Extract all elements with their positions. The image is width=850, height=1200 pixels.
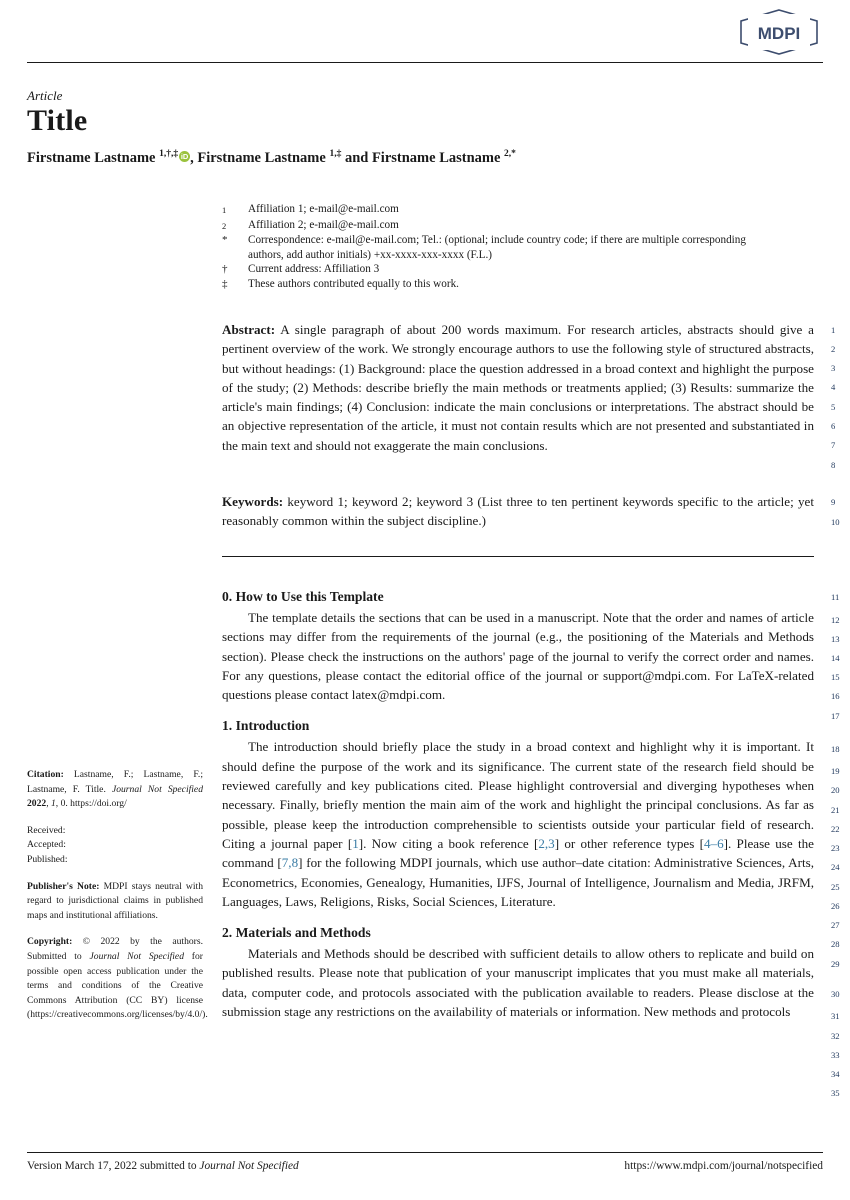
line-number: 33 (831, 1050, 840, 1060)
line-number: 16 (831, 691, 840, 701)
line-number: 15 (831, 672, 840, 682)
author-name: Firstname Lastname (197, 150, 326, 166)
line-number: 32 (831, 1031, 840, 1041)
affiliation-mark: * (222, 234, 228, 246)
citation-doi[interactable]: , 0. https://doi.org/ (55, 798, 127, 810)
copyright-text-2: for possible open access publication under the terms and conditions of the Creative Commons Attribution (CC BY) license (https://creativecommons.org/licenses/by/4.0/). (27, 950, 208, 1021)
line-number: 14 (831, 653, 840, 663)
affiliation-mark: ‡ (222, 277, 228, 290)
line-number: 19 (831, 766, 840, 776)
intro-text-part-3: ] or other reference types [ (554, 835, 704, 851)
section-heading-how-to-use: 0. How to Use this Template (222, 589, 384, 604)
affiliation-text: Current address: Affiliation 3 (248, 263, 380, 275)
line-number: 22 (831, 824, 840, 834)
section-body-introduction (222, 737, 814, 911)
citation-sep: , (46, 798, 51, 810)
affiliation-text: These authors contributed equally to this work. (248, 277, 459, 290)
publishers-note-label: Publisher's Note: (27, 880, 100, 892)
line-number: 34 (831, 1069, 840, 1079)
affiliation-text: Affiliation 2; e-mail@e-mail.com (248, 218, 399, 231)
abstract-label: Abstract: (222, 322, 276, 337)
keywords-text: keyword 1; keyword 2; keyword 3 (List three to ten pertinent keywords specific to the article; yet reasonably common within the subject discipline.) (222, 494, 814, 529)
copyright-label: Copyright: (27, 936, 73, 948)
author-name: Firstname Lastname (27, 150, 156, 166)
line-number: 10 (831, 517, 840, 527)
citation-block (27, 768, 203, 812)
line-number: 27 (831, 920, 840, 930)
received-date: Received: (27, 824, 66, 836)
copyright-journal: Journal Not Specified (89, 950, 184, 962)
affiliation-row (222, 262, 762, 277)
affiliation-row (222, 233, 762, 262)
line-number: 4 (831, 382, 836, 392)
abstract-section (222, 320, 814, 455)
intro-text-part-1: The introduction should briefly place the study in a broad context and highlight why it is important. It should define the purpose of the work and its significance. The current state of the research field should be reviewed carefully and key publications cited. Please highlight controversial and diverging hypotheses when necessary. Finally, briefly mention the main aim of the work and highlight the principal conclusions. As far as possible, please keep the introduction comprehensible to scientists outside your particular field of research. Citing a journal paper [ (222, 739, 814, 851)
footer-divider (27, 1152, 823, 1153)
author-list (27, 150, 823, 167)
affiliation-mark: 2 (222, 220, 227, 231)
line-number: 13 (831, 634, 840, 644)
line-number: 8 (831, 460, 836, 470)
intro-text-part-2: ]. Now citing a book reference [ (358, 835, 539, 851)
affiliation-mark: † (222, 263, 228, 275)
line-number: 3 (831, 363, 836, 373)
line-number: 29 (831, 959, 840, 969)
line-number: 35 (831, 1088, 840, 1098)
section-body-how-to-use: The template details the sections that can be used in a manuscript. Note that the order and names of article sections may differ from the requirements of the journal (e.g., the positioning of the Materials and Methods section). Please check the instructions on the authors' page of the journal to verify the correct order and names. For any questions, please contact the editorial office of the journal or support@mdpi.com. For LaTeX-related questions please contact latex@mdpi.com. (222, 610, 814, 703)
citation-link-4[interactable]: 7,8 (281, 855, 299, 871)
author-entry (27, 150, 197, 166)
author-separator: and (341, 150, 372, 166)
footer-version (27, 1160, 299, 1172)
author-separator: , (190, 150, 198, 166)
publishers-note-block (27, 880, 203, 924)
abstract-divider (222, 556, 814, 557)
section-spacer (222, 911, 814, 924)
section-heading-materials-and-methods: 2. Materials and Methods (222, 925, 371, 941)
footer-url[interactable]: https://www.mdpi.com/journal/notspecified (624, 1160, 823, 1172)
published-date: Published: (27, 853, 68, 865)
affiliation-row (222, 218, 762, 234)
orcid-icon[interactable]: iD (180, 152, 189, 161)
citation-journal: Journal Not Specified (111, 783, 203, 795)
header-divider (27, 62, 823, 63)
citation-year: 2022 (27, 798, 47, 810)
margin-sidebar (27, 768, 208, 1023)
affiliation-row (222, 277, 762, 292)
line-number: 12 (831, 615, 840, 625)
line-number: 31 (831, 1011, 840, 1021)
line-number: 21 (831, 805, 840, 815)
section-spacer (222, 704, 814, 717)
svg-text:MDPI: MDPI (757, 24, 801, 43)
publishers-note-text: MDPI stays neutral with regard to jurisdictional claims in published maps and institutional affiliations. (27, 880, 203, 921)
accepted-date: Accepted: (27, 839, 66, 851)
line-number: 25 (831, 882, 840, 892)
citation-label: Citation: (27, 769, 64, 780)
line-number: 23 (831, 843, 840, 853)
article-body (222, 588, 814, 1021)
line-number: 9 (831, 497, 836, 507)
footer-journal: Journal Not Specified (199, 1160, 299, 1172)
line-number: 30 (831, 989, 840, 999)
affiliation-list (222, 202, 762, 291)
citation-link-3[interactable]: 4–6 (703, 835, 724, 851)
copyright-text-1: © 2022 by the authors. Submitted to (27, 936, 203, 962)
keywords-section (222, 492, 814, 531)
line-number: 24 (831, 862, 840, 872)
section-body-materials-and-methods: Materials and Methods should be described with sufficient details to allow others to replicate and build on published results. Please note that publication of your manuscript implicates that you must make all materials, data, computer code, and protocols associated with the publication available to readers. Please disclose at the submission stage any restrictions on the availability of materials or information. New methods and protocols (222, 946, 814, 1020)
citation-link-1[interactable]: 1 (352, 835, 359, 851)
affiliation-text: Correspondence: e-mail@e-mail.com; Tel.: (optional; include country code; if there are multiple corresponding authors, add author initials) +xx-xxxx-xxx-xxxx (F.L.) (248, 234, 746, 261)
keywords-label: Keywords: (222, 494, 284, 509)
line-number: 1 (831, 325, 836, 335)
line-number: 7 (831, 440, 836, 450)
mdpi-logo (735, 8, 823, 56)
citation-link-2[interactable]: 2,3 (538, 835, 555, 851)
affiliation-text: Affiliation 1; e-mail@e-mail.com (248, 203, 399, 215)
section-heading-introduction: 1. Introduction (222, 718, 310, 734)
line-number: 26 (831, 901, 840, 911)
line-number: 17 (831, 711, 840, 721)
author-affiliation-marks: 2,* (504, 149, 516, 160)
author-entry (197, 150, 372, 166)
line-number: 20 (831, 785, 840, 795)
article-type-label: Article (27, 88, 63, 103)
author-entry (372, 150, 516, 166)
affiliation-mark: 1 (222, 205, 227, 215)
affiliation-row (222, 202, 762, 218)
footer-version-text: Version March 17, 2022 submitted to (27, 1160, 200, 1172)
line-number: 5 (831, 402, 836, 412)
publication-dates (27, 824, 203, 868)
line-number: 11 (831, 592, 840, 602)
citation-volume: 1 (50, 798, 56, 810)
author-affiliation-marks: 1,‡ (329, 149, 342, 160)
line-number: 2 (831, 344, 836, 354)
author-affiliation-marks: 1,†,‡ (159, 149, 179, 160)
intro-text-part-4: ]. Please use the command [ (222, 835, 814, 871)
line-number: 6 (831, 421, 836, 431)
line-number: 28 (831, 939, 840, 949)
line-number: 18 (831, 744, 840, 754)
abstract-text: A single paragraph of about 200 words maximum. For research articles, abstracts should give a pertinent overview of the work. We strongly encourage authors to use the following style of structured abstracts, but without headings: (1) Background: place the question addressed in a broad context and highlight the purpose of the study; (2) Methods: describe briefly the main methods or treatments applied; (3) Results: summarize the article's main findings; (4) Conclusion: indicate the main conclusions or interpretations. The abstract should be an objective representation of the article, it must not contain results which are not presented and substantiated in the main text and should not exaggerate the main conclusions. (222, 322, 814, 453)
page-title: Title (27, 104, 88, 137)
intro-text-part-5: ] for the following MDPI journals, which use author–date citation: Administrative Sciences, Arts, Econometrics, Economies, Genealogy, Humanities, IJFS, Journal of Intelligence, Journalism and Media, JRFM, Languages, Laws, Religions, Risks, Social Sciences, Literature. (222, 855, 814, 909)
citation-authors: Lastname, F.; Lastname, F.; Lastname, F. Title. (27, 769, 203, 795)
author-name: Firstname Lastname (371, 150, 501, 166)
copyright-block (27, 935, 208, 1023)
